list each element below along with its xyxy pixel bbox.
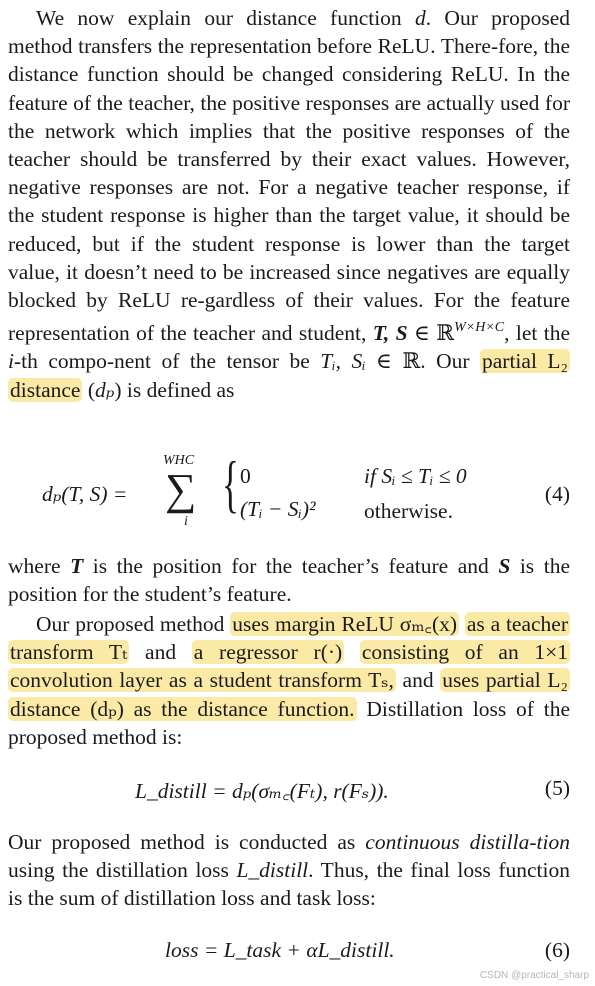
text-run: is the position for the student’s feature.: [8, 554, 570, 607]
text-run: -th compo-nent of the tensor be: [13, 349, 321, 374]
text-run: , let the: [504, 321, 570, 346]
equation-6: [0, 938, 595, 968]
eq4-sum-upper: WHC: [163, 453, 195, 468]
text-run: ) is defined as: [114, 377, 235, 402]
highlight-partial-l2: partial L₂ distance: [10, 349, 568, 402]
highlight-regressor: a regressor r(·): [193, 640, 343, 665]
text-run: . Thus, the final loss function is the sum of distillation loss and task loss:: [8, 858, 570, 911]
text-run: and: [395, 668, 441, 693]
math-in-R: ∈ ℝ: [407, 321, 455, 346]
highlight-distance-function: uses partial L₂ distance (dₚ) as the distance function.: [10, 668, 568, 721]
math-L-distill: L_distill: [236, 858, 309, 883]
brace-symbol: {: [222, 448, 239, 519]
eq4-case2-value: (Tᵢ − Sᵢ)²: [240, 497, 316, 521]
text-run: ∈ ℝ. Our: [365, 349, 480, 374]
eq5-number: (5): [544, 776, 570, 800]
math-T: T: [70, 554, 84, 578]
eq4-number: (4): [544, 482, 570, 506]
math-TS: T, S: [372, 321, 408, 346]
eq4-sum-lower: i: [184, 514, 188, 529]
text-run: is the position for the teacher’s feature and: [83, 554, 499, 578]
emphasis-continuous-distillation: continuous distilla-tion: [365, 830, 570, 854]
highlight-student-transform: consisting of an 1×1 convolution layer as a student transform Tₛ,: [10, 640, 569, 693]
text-run: where: [8, 554, 71, 578]
text-run: [459, 612, 465, 636]
eq4-case1-condition: if Sᵢ ≤ Tᵢ ≤ 0: [364, 464, 467, 488]
math-d: d: [415, 6, 426, 30]
text-run: We now explain our distance function: [36, 6, 415, 30]
eq6-number: (6): [544, 938, 570, 962]
eq4-case1-value: 0: [240, 464, 251, 488]
equation-4: [0, 450, 595, 540]
text-run: Our proposed method: [36, 612, 231, 636]
text-run: Distillation loss of the proposed method is:: [8, 696, 570, 749]
paragraph-proposed-method: [0, 610, 595, 751]
math-S: S: [498, 554, 511, 578]
eq4-case2-condition: otherwise.: [364, 499, 453, 523]
text-run: . Our proposed method transfers the representation before ReLU. There-fore, the distance function should be changed considering ReLU. In the feature of the teacher, the positive responses are actually used for the network which implies that the positive responses of the teacher should be transferred by their exact values. However, negative responses are not. For a negative teacher response, if the student response is higher than the target value, it should be reduced, but if the student response is lower than the target value, it doesn’t need to be increased since negatives are equally blocked by ReLU re-gardless of their values. For the feature representation of the teacher and student,: [8, 6, 570, 346]
text-run: using the distillation loss: [8, 858, 237, 883]
text-run: [344, 640, 360, 664]
paragraph-distance-function: [0, 4, 595, 404]
eq6-expression: loss = L_task + αL_distill.: [165, 938, 395, 962]
paragraph-continuous-distillation: [0, 828, 595, 913]
eq5-expression: L_distill = dₚ(σₘ꜀(Fₜ), r(Fₛ)).: [135, 779, 389, 803]
text-run: (: [82, 377, 95, 402]
text-run: and: [129, 640, 192, 665]
eq4-lhs: dₚ(T, S) =: [42, 482, 128, 506]
highlight-margin-relu: uses margin ReLU σₘ꜀(x): [232, 612, 458, 636]
watermark: CSDN @practical_sharp: [479, 970, 589, 981]
equation-5: [0, 776, 595, 806]
math-TiSi: Tᵢ, Sᵢ: [320, 349, 366, 374]
math-dims: W×H×C: [454, 320, 505, 336]
highlight-teacher-transform: as a teacher transform Tₜ: [10, 612, 569, 665]
sigma-symbol: ∑: [165, 465, 197, 514]
paragraph-where: [0, 552, 595, 608]
text-run: Our proposed method is conducted as: [8, 830, 366, 854]
math-dp: dₚ: [95, 377, 115, 402]
math-i: i: [8, 349, 14, 374]
